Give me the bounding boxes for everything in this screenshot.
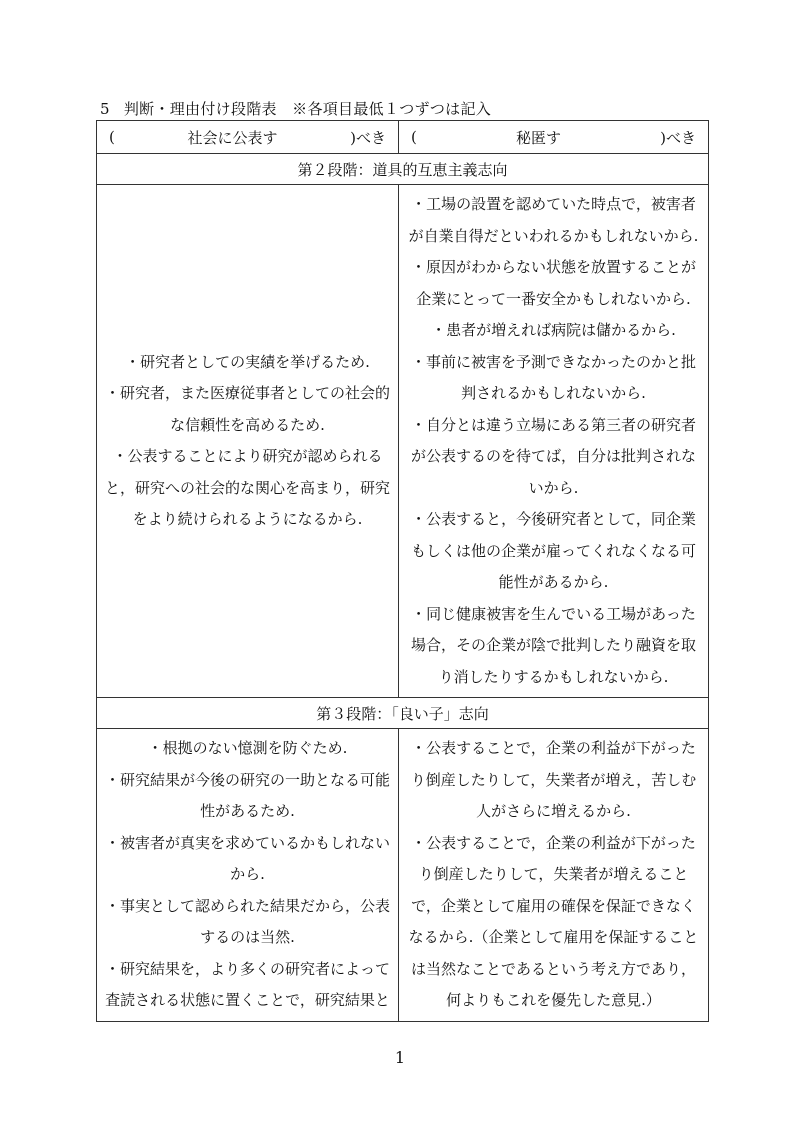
heading-text: 判断・理由付け段階表 ※各項目最低１つずつは記入: [123, 100, 492, 118]
column-header-left: [97, 121, 399, 154]
stage-3-right-cell: [399, 729, 709, 1022]
stage-3-right-list: [399, 729, 708, 1021]
left-paren-close: )べき: [350, 128, 386, 147]
stage-3-title: 第３段階：「良い子」志向: [97, 698, 709, 729]
stage-2-right-cell: [399, 185, 709, 698]
judgment-stage-table: [96, 120, 709, 1022]
left-column-title: 社会に公表す: [187, 128, 278, 147]
stage-2-content-row: [97, 185, 709, 698]
page-number: 1: [394, 1048, 406, 1067]
right-column-title: 秘匿す: [515, 128, 561, 147]
list-item: ・研究者としての実績を挙げるため.: [125, 352, 370, 371]
column-header-row: [97, 121, 709, 154]
stage-2-title-row: [97, 154, 709, 185]
list-item: ・公表することにより研究が認められると，研究への社会的な関心を高まり，研究をより続けられるようになるから.: [105, 447, 391, 528]
stage-2-left-cell: [97, 185, 399, 698]
list-item: ・研究者，また医療従事者としての社会的な信頼性を高めるため.: [105, 384, 391, 434]
left-paren-open: (: [109, 128, 115, 146]
list-item: ・研究結果が今後の研究の一助となる可能性があるため.: [105, 770, 391, 820]
list-item: ・同じ健康被害を生んでいる工場があった場合，その企業が陰で批判したり融資を取り消したりするかもしれないから.: [410, 604, 696, 686]
stage-2-right-list: [399, 185, 708, 697]
heading-number: 5: [100, 100, 110, 118]
list-item: ・患者が増えれば病院は儲かるから.: [431, 321, 676, 339]
stage-3-left-cell: [97, 729, 399, 1022]
column-header-right: [399, 121, 709, 154]
list-item: ・被害者が真実を求めているかもしれないから.: [105, 833, 391, 883]
list-item: ・研究結果を，より多くの研究者によって査読される状態に置くことで，研究結果と: [105, 959, 391, 1009]
right-paren-open: (: [411, 128, 417, 146]
stage-3-left-list: [97, 729, 398, 1021]
list-item: ・自分とは違う立場にある第三者の研究者が公表するのを待てば，自分は批判されないから.: [410, 415, 696, 497]
stage-2-left-list: [97, 343, 398, 540]
right-paren-close: )べき: [660, 128, 696, 147]
list-item: ・公表すると，今後研究者として，同企業もしくは他の企業が雇ってくれなくなる可能性があるから.: [410, 510, 696, 591]
stage-3-title-row: [97, 698, 709, 729]
list-item: ・原因がわからない状態を放置することが企業にとって一番安全かもしれないから.: [410, 258, 696, 308]
document-heading: [100, 98, 491, 119]
list-item: ・公表することで，企業の利益が下がったり倒産したりして，失業者が増え，苦しむ人がさらに増えるから.: [410, 739, 697, 820]
list-item: ・公表することで，企業の利益が下がったり倒産したりして，失業者が増えることで，企業として雇用の確保を保証できなくなるから.（企業として雇用を保証することは当然なことであるという考え方であり，何よりもこれを優先した意見.）: [408, 833, 699, 1009]
list-item: ・事前に被害を予測できなかったのかと批判されるかもしれないから.: [410, 352, 696, 402]
list-item: ・工場の設置を認めていた時点で，被害者が自業自得だといわれるかもしれないから.: [408, 195, 699, 245]
stage-2-title: 第２段階：道具的互恵主義志向: [97, 154, 709, 185]
stage-3-content-row: [97, 729, 709, 1022]
list-item: ・事実として認められた結果だから，公表するのは当然.: [105, 896, 391, 946]
list-item: ・根拠のない憶測を防ぐため.: [147, 739, 348, 757]
